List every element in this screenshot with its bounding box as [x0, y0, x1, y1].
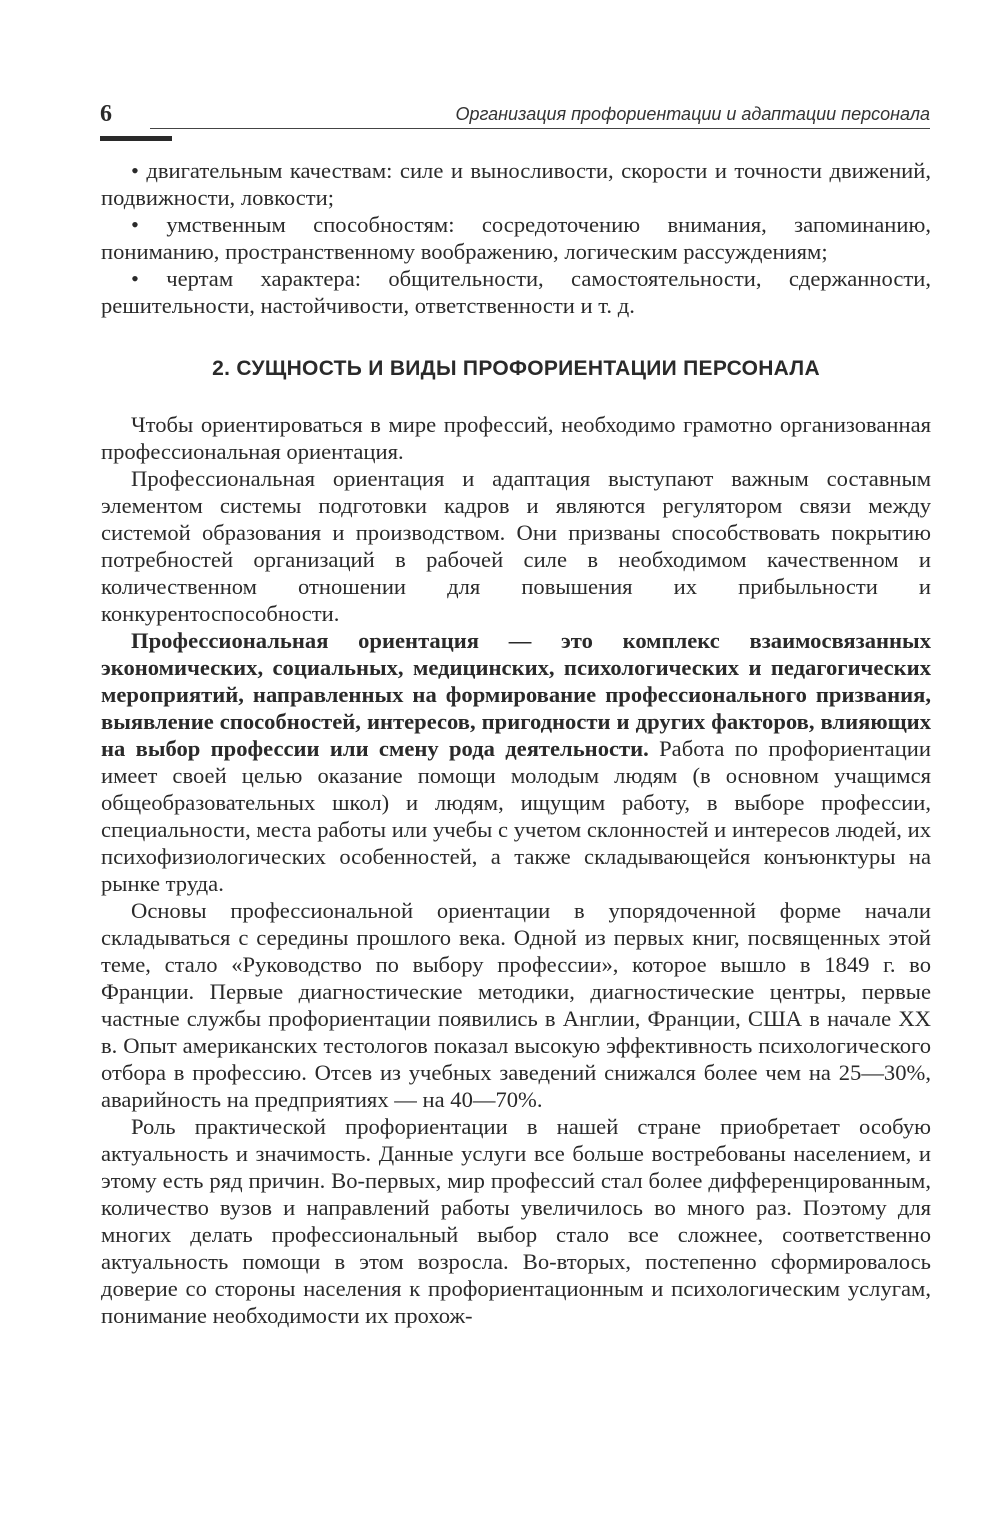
- definition-text: Работа по профориентации имеет своей целью оказание помощи молодым людям (в основном учащимся общеобразовательных школ) и людям, ищущим работу, в выборе профессии, специальности, места работы или учебы с учетом склонностей и интересов людей, их психофизиологических особенностей, а также складывающейся конъюнктуры на рынке труда.: [101, 736, 931, 896]
- bullet-item: • умственным способностям: сосредоточению внимания, запоминанию, пониманию, пространственному воображению, логическим рассуждениям;: [101, 212, 931, 264]
- definition-term: Профессиональная ориентация — это комплекс взаимосвязанных экономических, социальных, медицинских, психологических и педагогических мероприятий, направленных на формирование профессионального призвания, выявление способностей, интересов, пригодности и других факторов, влияющих на выбор профессии или смену рода деятельности.: [101, 628, 931, 761]
- section-heading: 2. СУЩНОСТЬ И ВИДЫ ПРОФОРИЕНТАЦИИ ПЕРСОНАЛА: [212, 357, 820, 380]
- paragraph: Роль практической профориентации в нашей стране приобретает особую актуальность и значимость. Данные услуги все больше востребованы населением, и этому есть ряд причин. Во-первых, мир профессий стал более дифференцированным, количество вузов и направлений работы увеличилось во много раз. Поэтому для многих делать профессиональный выбор стало все сложнее, соответственно актуальность помощи в этом возросла. Во-вторых, постепенно сформировалось доверие со стороны населения к профориентационным и психологическим услугам, понимание необходимости их прохож-: [101, 1114, 931, 1328]
- page-number: 6: [100, 101, 112, 127]
- page-body: [101, 157, 931, 1329]
- header-accent-bar: [100, 136, 172, 141]
- page-header: [100, 98, 930, 134]
- bullet-item: • чертам характера: общительности, самостоятельности, сдержанности, решительности, настойчивости, ответственности и т. д.: [101, 266, 931, 318]
- paragraph: Профессиональная ориентация и адаптация выступают важным составным элементом системы подготовки кадров и являются регулятором связи между системой образования и производством. Они призваны способствовать покрытию потребностей организаций в рабочей силе в необходимом качественном и количественном отношении для повышения их прибыльности и конкурентоспособности.: [101, 466, 931, 626]
- definition-paragraph: [101, 627, 931, 897]
- paragraph: Основы профессиональной ориентации в упорядоченной форме начали складываться с середины прошлого века. Одной из первых книг, посвященных этой теме, стало «Руководство по выбору профессии», которое вышло в 1849 г. во Франции. Первые диагностические методики, диагностические центры, первые частные службы профориентации появились в Англии, Франции, США в начале XX в. Опыт американских тестологов показал высокую эффективность психологического отбора в профессию. Отсев из учебных заведений снижался более чем на 25—30%, аварийность на предприятиях — на 40—70%.: [101, 898, 931, 1112]
- running-title: Организация профориентации и адаптации персонала: [455, 104, 930, 124]
- paragraph: Чтобы ориентироваться в мире профессий, необходимо грамотно организованная профессиональная ориентация.: [101, 412, 931, 464]
- header-rule: [150, 128, 930, 129]
- bullet-item: • двигательным качествам: силе и выносливости, скорости и точности движений, подвижности, ловкости;: [101, 158, 931, 210]
